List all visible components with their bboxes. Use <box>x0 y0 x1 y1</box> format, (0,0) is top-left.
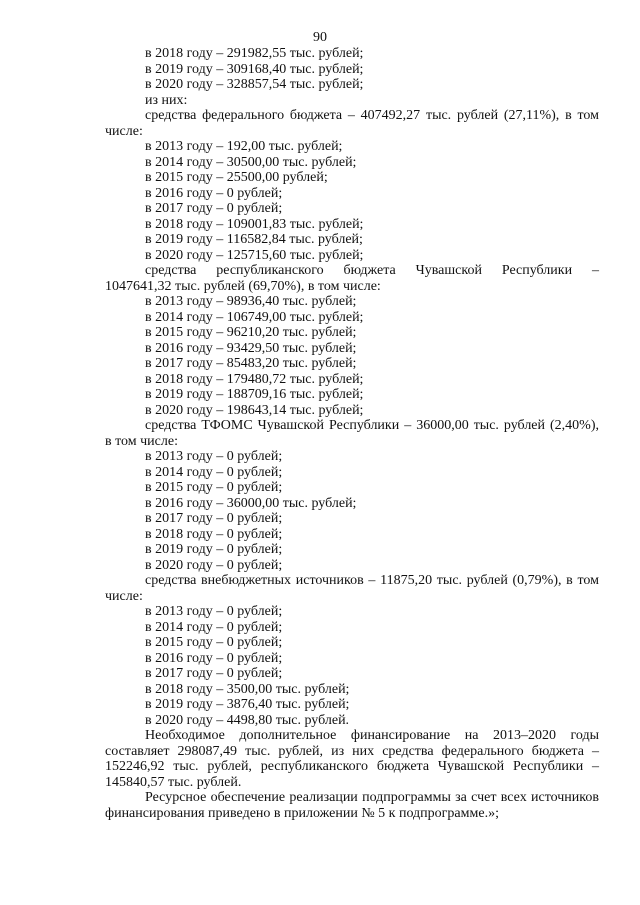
year-line: в 2015 году – 0 рублей; <box>145 635 283 650</box>
year-line: в 2020 году – 328857,54 тыс. рублей; <box>145 77 364 92</box>
year-line: в 2019 году – 3876,40 тыс. рублей; <box>145 697 350 712</box>
year-line: в 2017 году – 0 рублей; <box>145 201 283 216</box>
extrabudget-heading: средства внебюджетных источников – 11875,20 тыс. рублей (0,79%), в том <box>145 573 599 588</box>
year-line: в 2015 году – 96210,20 тыс. рублей; <box>145 325 357 340</box>
year-line: в 2020 году – 125715,60 тыс. рублей; <box>145 247 364 263</box>
year-line: в 2019 году – 309168,40 тыс. рублей; <box>145 61 364 77</box>
year-line: в 2017 году – 0 рублей; <box>145 511 283 526</box>
year-line: в 2018 году – 0 рублей; <box>145 526 283 542</box>
text-line: числе: <box>105 588 143 604</box>
document-body <box>105 46 599 821</box>
federal-budget-heading: средства федерального бюджета – 407492,27 тыс. рублей (27,11%), в том <box>145 108 599 123</box>
year-line: в 2020 году – 0 рублей; <box>145 557 283 573</box>
text-line: числе: <box>105 123 143 139</box>
resources-paragraph: Ресурсное обеспечение реализации подпрограммы за счет всех источников финансирования приведено в приложении № 5 к подпрограмме.»; <box>105 790 599 821</box>
additional-financing-paragraph: Необходимое дополнительное финансирование на 2013–2020 годы составляет 298087,49 тыс. рублей, из них средства федерального бюджета – 152246,92 тыс. рублей, республиканского бюджета Чувашской Республики – 145840,57 тыс. рублей. <box>105 728 599 790</box>
year-line: в 2016 году – 0 рублей; <box>145 650 283 666</box>
tfoms-heading: средства ТФОМС Чувашской Республики – 36000,00 тыс. рублей (2,40%), <box>145 418 599 433</box>
year-line: в 2017 году – 85483,20 тыс. рублей; <box>145 356 357 371</box>
year-line: в 2020 году – 198643,14 тыс. рублей; <box>145 402 364 418</box>
year-line: в 2018 году – 109001,83 тыс. рублей; <box>145 216 364 232</box>
year-line: в 2013 году – 192,00 тыс. рублей; <box>145 139 343 154</box>
year-line: в 2019 году – 0 рублей; <box>145 542 283 557</box>
text-line: из них: <box>145 92 188 108</box>
year-line: в 2016 году – 36000,00 тыс. рублей; <box>145 495 357 511</box>
year-line: в 2018 году – 291982,55 тыс. рублей; <box>145 46 364 61</box>
year-line: в 2014 году – 30500,00 тыс. рублей; <box>145 154 357 170</box>
year-line: в 2016 году – 0 рублей; <box>145 185 283 201</box>
text-line: 1047641,32 тыс. рублей (69,70%), в том числе: <box>105 278 381 294</box>
page-number: 90 <box>313 30 327 45</box>
text-line: в том числе: <box>105 433 178 449</box>
year-line: в 2014 году – 0 рублей; <box>145 619 283 635</box>
year-line: в 2014 году – 0 рублей; <box>145 464 283 480</box>
year-line: в 2018 году – 179480,72 тыс. рублей; <box>145 371 364 387</box>
year-line: в 2013 году – 0 рублей; <box>145 449 283 464</box>
year-line: в 2015 году – 25500,00 рублей; <box>145 170 328 185</box>
year-line: в 2014 году – 106749,00 тыс. рублей; <box>145 309 364 325</box>
year-line: в 2013 году – 0 рублей; <box>145 604 283 619</box>
republican-budget-heading: средства республиканского бюджета Чувашской Республики – <box>145 263 599 278</box>
year-line: в 2017 году – 0 рублей; <box>145 666 283 681</box>
year-line: в 2019 году – 116582,84 тыс. рублей; <box>145 232 363 247</box>
year-line: в 2013 году – 98936,40 тыс. рублей; <box>145 294 357 309</box>
year-line: в 2018 году – 3500,00 тыс. рублей; <box>145 681 350 697</box>
year-line: в 2019 году – 188709,16 тыс. рублей; <box>145 387 364 402</box>
year-line: в 2015 году – 0 рублей; <box>145 480 283 495</box>
year-line: в 2020 году – 4498,80 тыс. рублей. <box>145 712 350 728</box>
year-line: в 2016 году – 93429,50 тыс. рублей; <box>145 340 357 356</box>
